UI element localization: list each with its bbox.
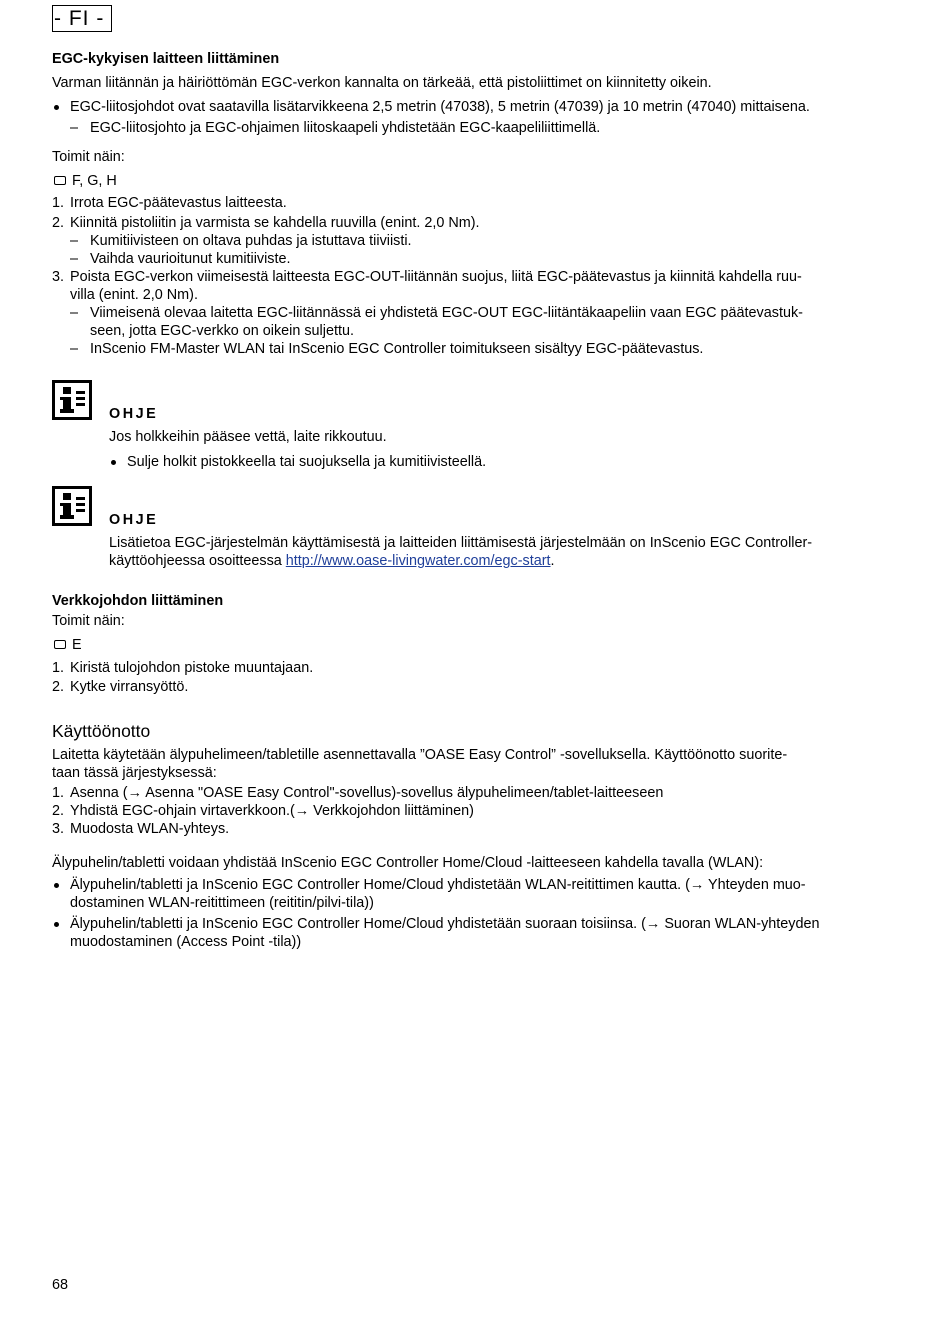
step-text: Muodosta WLAN-yhteys. [70, 821, 230, 837]
section-intro [52, 746, 892, 782]
dash-marker: – [70, 120, 79, 136]
note-text [109, 534, 892, 570]
list-item [52, 915, 892, 951]
note-title: OHJE [109, 406, 159, 422]
info-icon [52, 486, 92, 526]
list-item-text: Vaihda vaurioitunut kumitiiviste. [90, 251, 291, 267]
step-number: 3. [52, 269, 65, 285]
intro-line: Laitetta käytetään älypuhelimeen/tabletille asennettavalla ”OASE Easy Control” -sovelluksella. Käyttöönotto suorite- [52, 747, 788, 763]
dash-marker: – [70, 251, 79, 267]
step-item [52, 194, 892, 212]
bullet-icon [54, 105, 59, 110]
step-number: 1. [52, 195, 65, 211]
list-item-text: dostaminen WLAN-reitittimeen (reititin/pilvi-tila)) [70, 895, 374, 911]
note-text: Jos holkkeihin pääsee vettä, laite rikkoutuu. [109, 429, 387, 445]
list-item-text: InScenio FM-Master WLAN tai InScenio EGC Controller toimitukseen sisältyy EGC-päätevastus. [90, 341, 704, 357]
step-item [52, 214, 892, 232]
list-item [52, 119, 892, 137]
dash-marker: – [70, 341, 79, 357]
bullet-icon [111, 460, 116, 465]
figure-box-icon [54, 640, 66, 649]
bullet-icon [54, 922, 59, 927]
step-text: Yhdistä EGC-ohjain virtaverkkoon.(→ Verkkojohdon liittäminen) [70, 803, 474, 819]
list-item-text: Älypuhelin/tabletti ja InScenio EGC Controller Home/Cloud yhdistetään WLAN-reitittimen kautta. (→ Yhteyden muo- [70, 877, 806, 893]
list-item-text: Kumitiivisteen on oltava puhdas ja istuttava tiiviisti. [90, 233, 412, 249]
note-box [52, 486, 892, 570]
list-item-text: EGC-liitosjohdot ovat saatavilla lisätarvikkeena 2,5 metrin (47038), 5 metrin (47039) ja 10 metrin (47040) mittaisena. [70, 99, 810, 115]
list-item [52, 876, 892, 912]
list-item [52, 304, 892, 340]
figure-box-icon [54, 176, 66, 185]
list-item [52, 232, 892, 250]
step-number: 2. [52, 803, 65, 819]
figure-reference-text: F, G, H [72, 173, 117, 189]
figure-reference [52, 636, 892, 654]
step-item [52, 659, 892, 677]
step-item [52, 802, 892, 820]
section-title-power-cable: Verkkojohdon liittäminen [52, 593, 224, 609]
step-text: villa (enint. 2,0 Nm). [70, 287, 198, 303]
step-item [52, 820, 892, 838]
page-number: 68 [52, 1277, 69, 1293]
step-text: Irrota EGC-päätevastus laitteesta. [70, 195, 287, 211]
list-item-text: Viimeisenä olevaa laitetta EGC-liitännässä ei yhdistetä EGC-OUT EGC-liitäntäkaapeliin vaan EGC päätevastuk- [90, 305, 803, 321]
dash-marker: – [70, 305, 79, 321]
figure-reference-text: E [72, 637, 82, 653]
note-text-suffix: . [550, 553, 555, 569]
figure-reference [52, 172, 892, 190]
note-text-line: Lisätietoa EGC-järjestelmän käyttämisestä ja laitteiden liittämisestä järjestelmään on InScenio EGC Controller- [109, 535, 813, 551]
list-item-text: muodostaminen (Access Point -tila)) [70, 934, 302, 950]
note-title: OHJE [109, 512, 159, 528]
step-number: 1. [52, 660, 65, 676]
note-box [52, 380, 892, 476]
section-title-egc-connection: EGC-kykyisen laitteen liittäminen [52, 51, 280, 67]
section-intro: Varman liitännän ja häiriöttömän EGC-verkon kannalta on tärkeää, että pistoliittimet on kiinnitetty oikein. [52, 75, 712, 91]
dash-marker: – [70, 233, 79, 249]
bullet-icon [54, 883, 59, 888]
page-content [52, 50, 892, 951]
list-item-text: Älypuhelin/tabletti ja InScenio EGC Controller Home/Cloud yhdistetään suoraan toisiinsa. (→ Suoran WLAN-yhteyden [70, 916, 820, 932]
list-item [52, 98, 892, 116]
step-item [52, 268, 892, 304]
language-tag: - FI - [52, 5, 112, 32]
procedure-label: Toimit näin: [52, 613, 125, 629]
step-number: 3. [52, 821, 65, 837]
list-item-text: EGC-liitosjohto ja EGC-ohjaimen liitoskaapeli yhdistetään EGC-kaapeliliittimellä. [90, 120, 601, 136]
section-title-commissioning: Käyttöönotto [52, 721, 151, 741]
list-item-text: Sulje holkit pistokkeella tai suojuksella ja kumitiivisteellä. [127, 454, 487, 470]
note-text-line: käyttöohjeessa osoitteessa [109, 553, 286, 569]
step-text: Kytke virransyöttö. [70, 679, 189, 695]
egc-start-link[interactable]: http://www.oase-livingwater.com/egc-start [285, 553, 551, 569]
step-item [52, 784, 892, 802]
list-item [109, 453, 892, 471]
list-item [52, 340, 892, 358]
list-item [52, 250, 892, 268]
step-text: Poista EGC-verkon viimeisestä laitteesta EGC-OUT-liitännän suojus, liitä EGC-päätevastus ja kiinnitä kahdella ruu- [70, 269, 802, 285]
list-item-text: seen, jotta EGC-verkko on oikein suljettu. [90, 323, 354, 339]
info-icon [52, 380, 92, 420]
procedure-label: Toimit näin: [52, 149, 125, 165]
step-item [52, 678, 892, 696]
step-text: Asenna (→ Asenna "OASE Easy Control"-sovellus)-sovellus älypuhelimeen/tablet-laitteeseen [70, 785, 664, 801]
section-paragraph: Älypuhelin/tabletti voidaan yhdistää InScenio EGC Controller Home/Cloud -laitteeseen kahdella tavalla (WLAN): [52, 855, 764, 871]
step-text: Kiinnitä pistoliitin ja varmista se kahdella ruuvilla (enint. 2,0 Nm). [70, 215, 480, 231]
step-number: 1. [52, 785, 65, 801]
step-number: 2. [52, 679, 65, 695]
intro-line: taan tässä järjestyksessä: [52, 765, 217, 781]
step-text: Kiristä tulojohdon pistoke muuntajaan. [70, 660, 314, 676]
step-number: 2. [52, 215, 65, 231]
